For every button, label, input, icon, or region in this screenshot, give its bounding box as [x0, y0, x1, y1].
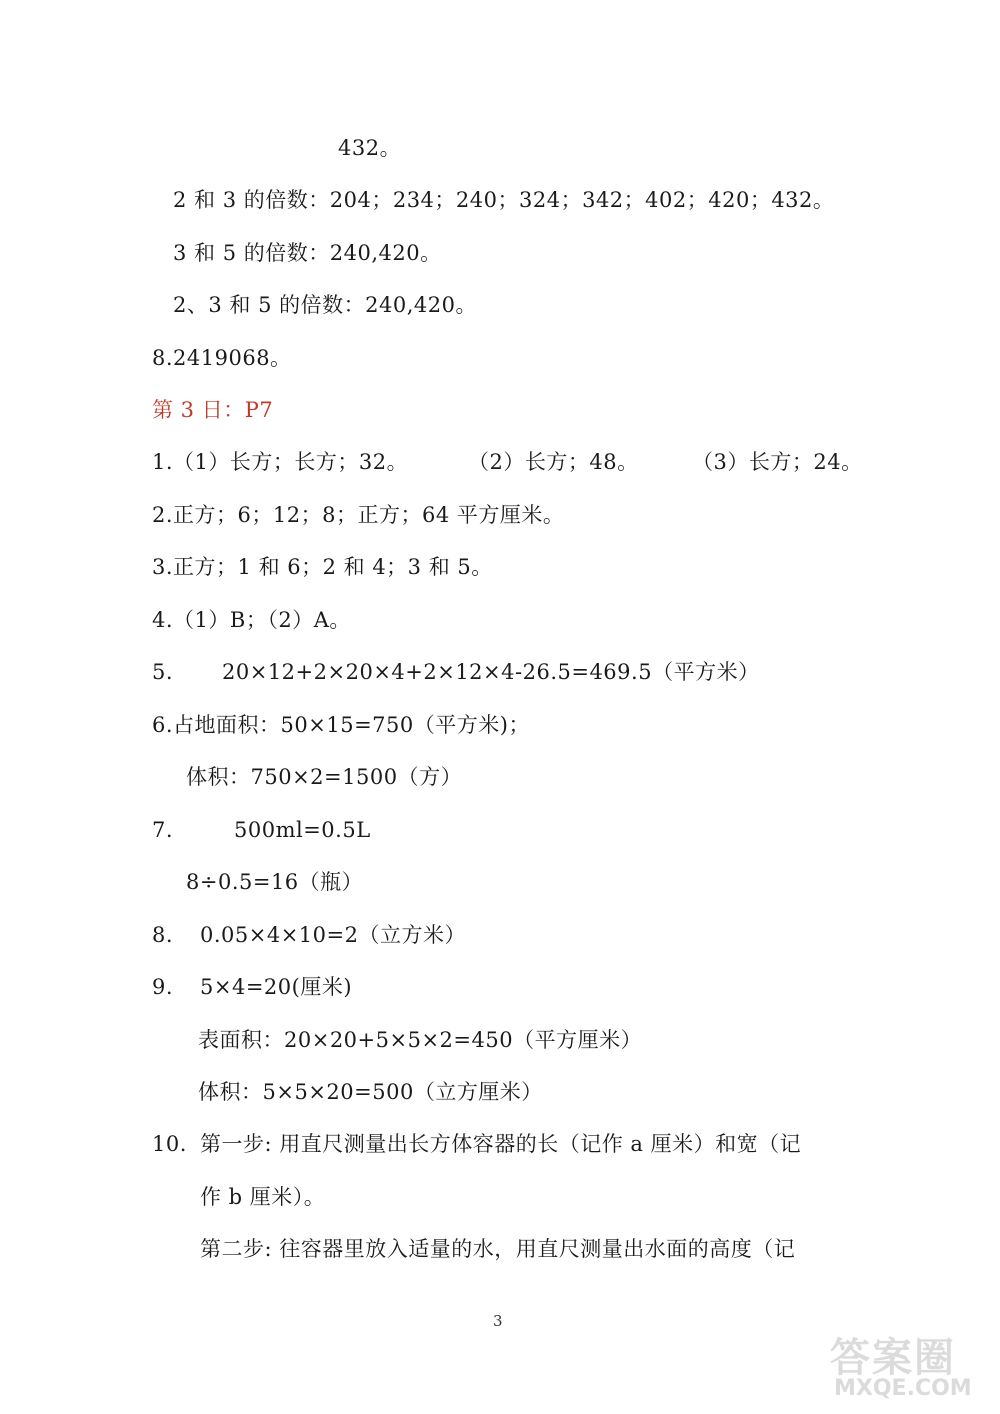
answer-line: 2.正方；6；12；8；正方；64 平方厘米。 — [152, 503, 565, 527]
question-number: 8. — [152, 923, 174, 947]
answer-line: 2、3 和 5 的倍数：240,420。 — [173, 293, 477, 317]
answer-line: （3）长方；24。 — [692, 450, 863, 474]
question-number: 10. — [152, 1132, 187, 1156]
answer-line: 20×12+2×20×4+2×12×4-26.5=469.5（平方米） — [222, 660, 760, 684]
answer-line: 0.05×4×10=2（立方米） — [200, 923, 466, 947]
answer-line: 3 和 5 的倍数：240,420。 — [173, 241, 442, 265]
answer-line: 第一步: 用直尺测量出长方体容器的长（记作 a 厘米）和宽（记 — [200, 1132, 802, 1156]
watermark-url: MXQE.COM — [834, 1376, 972, 1401]
question-number: 9. — [152, 975, 174, 999]
section-heading: 第 3 日：P7 — [152, 398, 274, 422]
answer-line: 作 b 厘米）。 — [200, 1185, 326, 1209]
answer-line: （2）长方；48。 — [468, 450, 639, 474]
answer-line: 体积：750×2=1500（方） — [186, 765, 463, 789]
question-number: 7. — [152, 818, 174, 842]
answer-line: 表面积：20×20+5×5×2=450（平方厘米） — [198, 1028, 643, 1052]
answer-line: 体积：5×5×20=500（立方厘米） — [198, 1080, 543, 1104]
answer-line: 3.正方；1 和 6；2 和 4；3 和 5。 — [152, 555, 493, 579]
answer-line: 4.（1）B；（2）A。 — [152, 608, 351, 632]
answer-line: 5×4=20(厘米) — [200, 975, 353, 999]
answer-line: 500ml=0.5L — [234, 818, 371, 842]
answer-line: 8.2419068。 — [152, 346, 292, 370]
answer-line: 1.（1）长方；长方；32。 — [152, 450, 409, 474]
answer-line: 8÷0.5=16（瓶） — [186, 870, 364, 894]
answer-line: 6.占地面积：50×15=750（平方米)； — [152, 713, 530, 737]
question-number: 5. — [152, 660, 174, 684]
watermark — [830, 1326, 990, 1406]
watermark-logo: 答案圈 — [830, 1335, 956, 1381]
page-number: 3 — [493, 1312, 503, 1330]
answer-line: 第二步: 往容器里放入适量的水，用直尺测量出水面的高度（记 — [200, 1237, 796, 1261]
answer-line: 2 和 3 的倍数：204；234；240；324；342；402；420；432。 — [173, 188, 835, 212]
answer-line: 432。 — [338, 136, 402, 160]
